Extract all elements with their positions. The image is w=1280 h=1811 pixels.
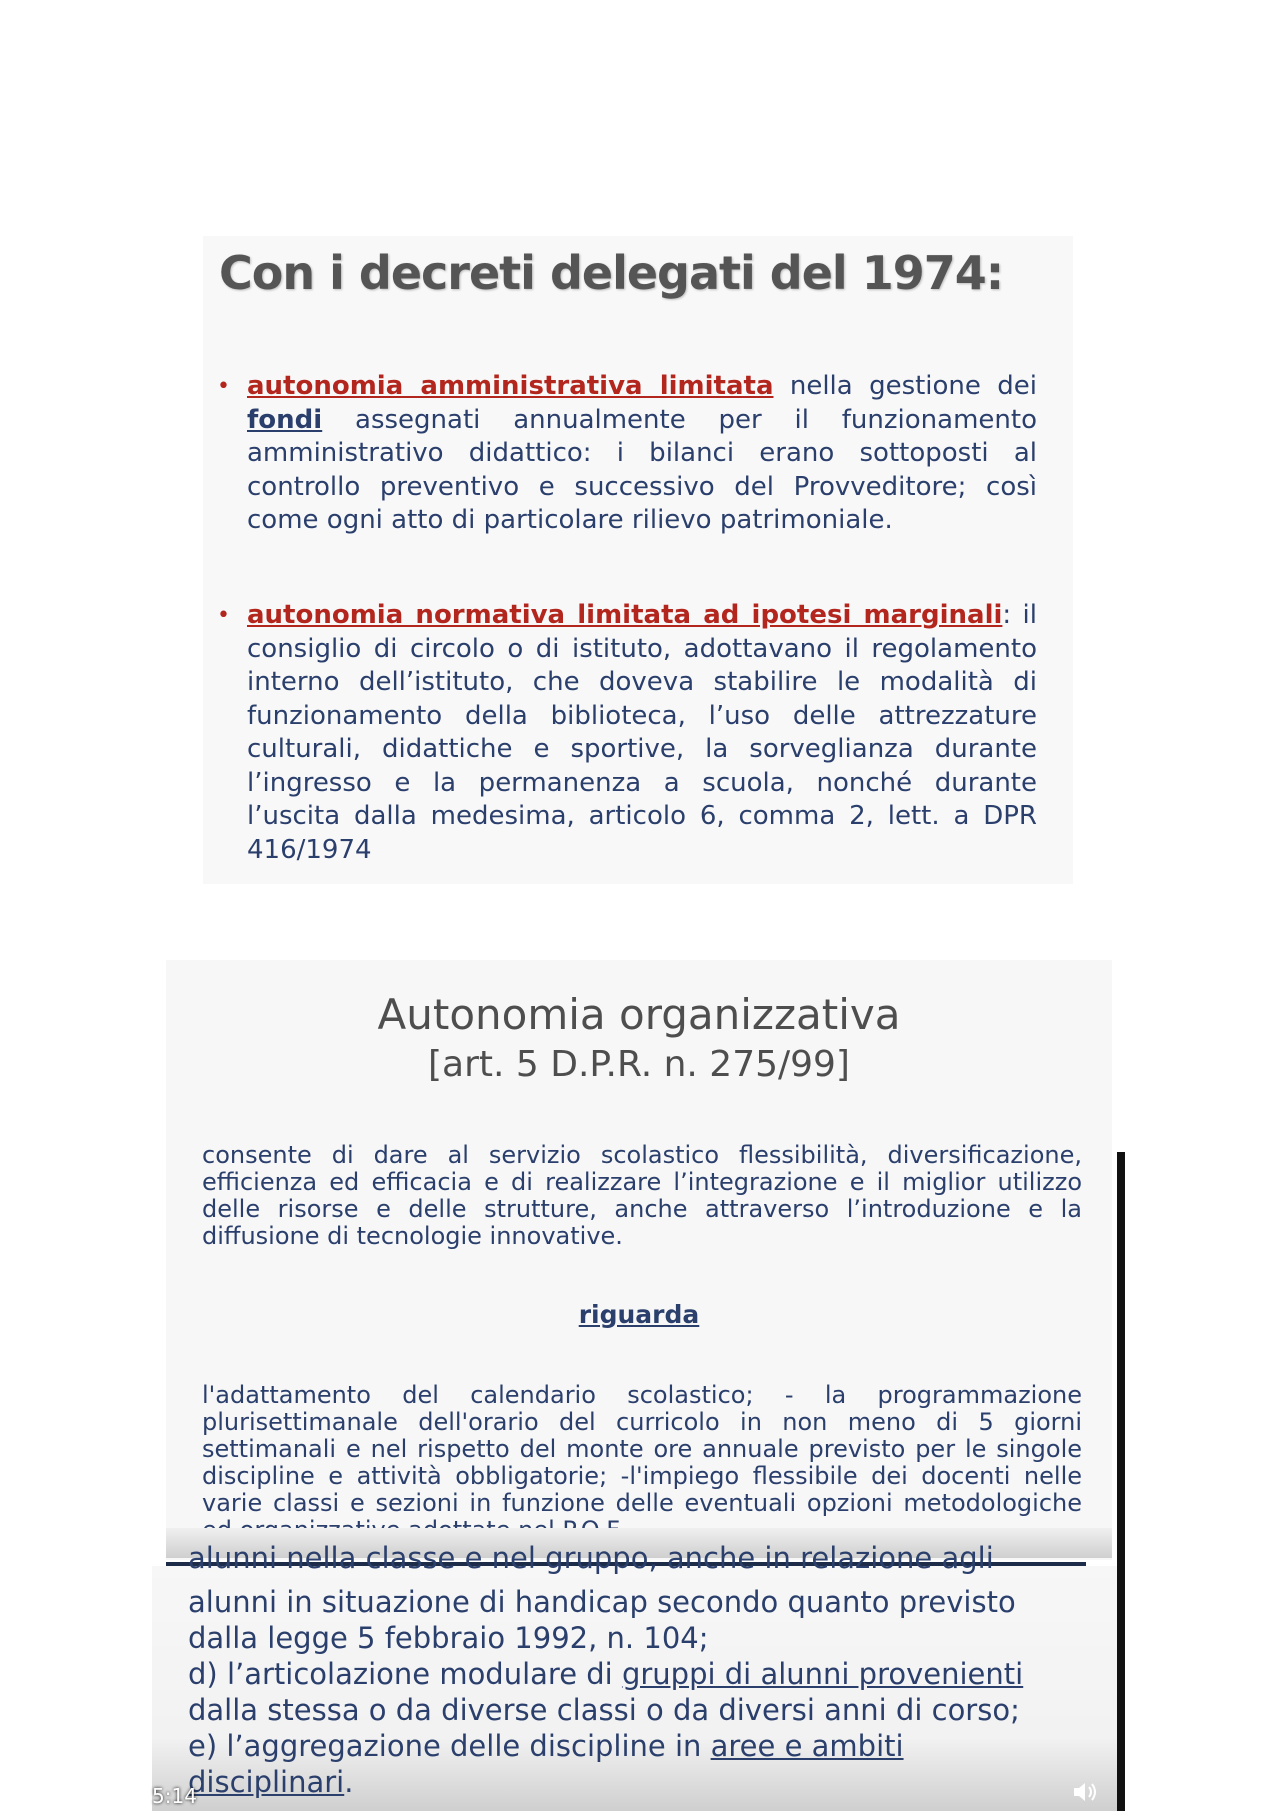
highlight-normativa: autonomia normativa limitata ad ipotesi marginali: [247, 600, 1003, 630]
bullet1-text-a: nella gestione dei: [773, 371, 1037, 401]
bullet1-text-b: assegnati annualmente per il funzionamento amministrativo didattico: i bilanci erano sottoposti al controllo preventivo e successivo del Provveditore; così come ogni atto di particolare rilievo patrimoniale.: [247, 404, 1037, 535]
bullet2-text: : il consiglio di circolo o di istituto, adottavano il regolamento interno dell’istituto, che doveva stabilire le modalità di funzionamento della biblioteca, l’uso delle attrezzature culturali, didattiche e sportive, la sorveglianza durante l’ingresso e la permanenza a scuola, nonché durante l’uscita dalla medesima, articolo 6, comma 2, lett. a DPR 416/1974: [247, 600, 1037, 865]
slide2-subtitle: [art. 5 D.P.R. n. 275/99]: [428, 1044, 850, 1085]
bullet-dot-icon: •: [217, 603, 230, 628]
link-disciplinari: disciplinari: [188, 1765, 345, 1799]
slide3-line: e) l’aggregazione delle discipline in aree e ambiti: [188, 1729, 904, 1763]
slide2-title: Autonomia organizzativa: [377, 990, 901, 1039]
video-frame-edge: [1117, 1152, 1125, 1811]
slide-decreti-delegati: [203, 236, 1073, 884]
highlight-fondi: fondi: [247, 404, 323, 435]
video-timestamp: 5:14: [152, 1784, 197, 1808]
link-gruppi-alunni: gruppi di alunni provenienti: [621, 1657, 1024, 1691]
slide1-title: Con i decreti delegati del 1974:: [219, 246, 1004, 300]
slide3-line: d) l’articolazione modulare di gruppi di alunni provenienti: [188, 1657, 1024, 1691]
bullet-dot-icon: •: [217, 374, 230, 399]
video-frame[interactable]: [152, 1541, 1117, 1811]
slide3-line: disciplinari.: [188, 1765, 354, 1799]
volume-icon[interactable]: [1072, 1780, 1100, 1804]
highlight-amministrativa: autonomia amministrativa limitata: [247, 371, 774, 401]
slide2-paragraph-list: l'adattamento del calendario scolastico; - la programmazione plurisettimanale dell'orario del curricolo in non meno di 5 giorni settimanali e nel rispetto del monte ore annuale previsto per le singole discipline e attività obbligatorie; -l'impiego flessibile dei docenti nelle varie classi e sezioni in funzione delle eventuali opzioni metodologiche: [202, 1381, 1082, 1517]
slide2-riguarda: riguarda: [578, 1300, 700, 1329]
slide3-line: alunni in situazione di handicap secondo quanto previsto: [188, 1585, 1016, 1619]
link-aree-ambiti: aree e ambiti: [710, 1729, 904, 1763]
bullet-autonomia-normativa: [217, 599, 1037, 867]
slide3-cut-line: alunni nella classe e nel gruppo, anche in relazione agli: [188, 1541, 994, 1575]
slide-autonomia-organizzativa: [166, 960, 1112, 1560]
slide3-text: [188, 1584, 1088, 1800]
slide3-line: dalla legge 5 febbraio 1992, n. 104;: [188, 1621, 709, 1655]
slide3-line: dalla stessa o da diverse classi o da diversi anni di corso;: [188, 1693, 1020, 1727]
bullet-autonomia-amministrativa: [217, 370, 1037, 538]
slide2-paragraph-intro: consente di dare al servizio scolastico flessibilità, diversificazione, efficienza ed efficacia e di realizzare l’integrazione e il miglior utilizzo delle risorse e delle strutture, anche attraverso l’introduzione e la diffusione di tecnologie innovative.: [202, 1141, 1082, 1250]
